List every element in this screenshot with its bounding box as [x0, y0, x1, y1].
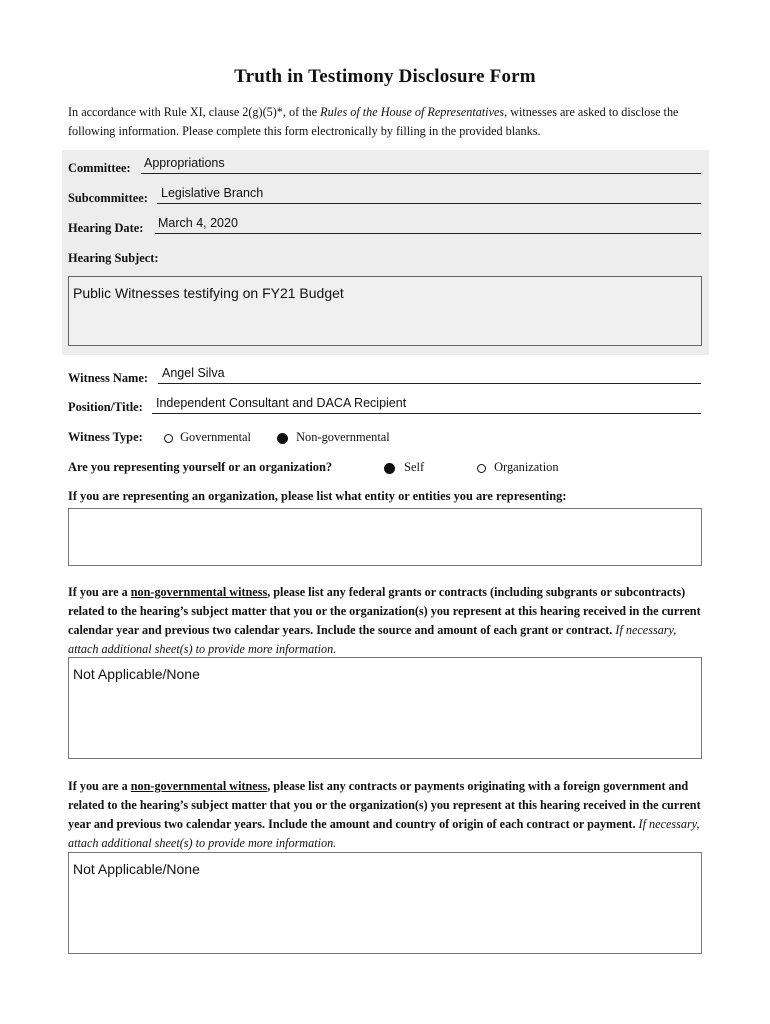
hearing-subject-value: Public Witnesses testifying on FY21 Budget — [73, 285, 344, 301]
federal-grants-field[interactable] — [68, 657, 702, 759]
position-title-field[interactable] — [152, 395, 701, 414]
foreign-payments-value: Not Applicable/None — [73, 861, 200, 877]
governmental-label: Governmental — [180, 430, 251, 444]
witness-name-value: Angel Silva — [162, 366, 225, 380]
witness-type-label: Witness Type: — [68, 430, 143, 444]
witness-name-field[interactable] — [158, 365, 701, 384]
representing-label: Are you representing yourself or an organization? — [68, 460, 333, 474]
committee-value: Appropriations — [144, 156, 225, 170]
nongovernmental-witness-link: non-governmental witness — [130, 585, 268, 599]
committee-field[interactable] — [141, 155, 701, 174]
position-title-value: Independent Consultant and DACA Recipient — [156, 396, 407, 410]
organization-entities-field[interactable] — [68, 508, 702, 566]
organization-prompt: If you are representing an organization, please list what entity or entities you are representing: — [68, 489, 567, 503]
nongovernmental-label: Non-governmental — [296, 430, 390, 444]
intro-text-b: , witnesses are asked to disclose the following information. Please complete this form electronically by filling in the provided blanks. — [68, 105, 679, 138]
hearing-subject-label: Hearing Subject: — [68, 251, 159, 265]
hearing-date-label: Hearing Date: — [68, 221, 144, 235]
representing-option-organization[interactable] — [477, 460, 559, 475]
hearing-date-value: March 4, 2020 — [158, 216, 238, 230]
radio-empty-icon[interactable] — [164, 434, 173, 443]
federal-grants-prompt: If you are a non-governmental witness, please list any federal grants or contracts (including subgrants or subcontracts) related to the hearing’s subject matter that you or the organization(s) you represent at this hearing received in the current calendar year and previous two calendar years. Include the source and amount of each grant or contract. If necessary, attach additional sheet(s) to provide more information. — [68, 585, 701, 656]
subcommittee-field[interactable] — [157, 185, 701, 204]
position-title-label: Position/Title: — [68, 400, 143, 414]
radio-empty-icon[interactable] — [477, 464, 486, 473]
organization-label: Organization — [494, 460, 559, 474]
form-title: Truth in Testimony Disclosure Form — [234, 66, 536, 87]
hearing-date-field[interactable] — [155, 215, 701, 234]
committee-label: Committee: — [68, 161, 131, 175]
form-intro — [68, 103, 708, 141]
representing-option-self[interactable] — [384, 460, 424, 475]
subcommittee-label: Subcommittee: — [68, 191, 148, 205]
intro-rules-italic: Rules of the House of Representatives — [320, 105, 505, 119]
self-label: Self — [404, 460, 425, 474]
foreign-payments-prompt: If you are a non-governmental witness, please list any contracts or payments originating with a foreign government and related to the hearing’s subject matter that you or the organization(s) you represent at this hearing received in the current year and previous two calendar years. Include the amount and country of origin of each contract or payment. If necessary, attach additional sheet(s) to provide more information. — [68, 779, 701, 850]
radio-filled-icon[interactable] — [277, 433, 288, 444]
foreign-payments-field[interactable] — [68, 852, 702, 954]
witness-type-option-nongovernmental[interactable] — [277, 430, 390, 445]
witness-name-label: Witness Name: — [68, 371, 148, 385]
subcommittee-value: Legislative Branch — [161, 186, 264, 200]
nongovernmental-witness-link: non-governmental witness — [130, 779, 268, 793]
radio-filled-icon[interactable] — [384, 463, 395, 474]
witness-type-option-governmental[interactable] — [164, 430, 251, 445]
intro-text-a: In accordance with Rule XI, clause 2(g)(5)*, of the — [68, 105, 321, 119]
hearing-subject-field[interactable] — [68, 276, 702, 346]
federal-grants-value: Not Applicable/None — [73, 666, 200, 682]
